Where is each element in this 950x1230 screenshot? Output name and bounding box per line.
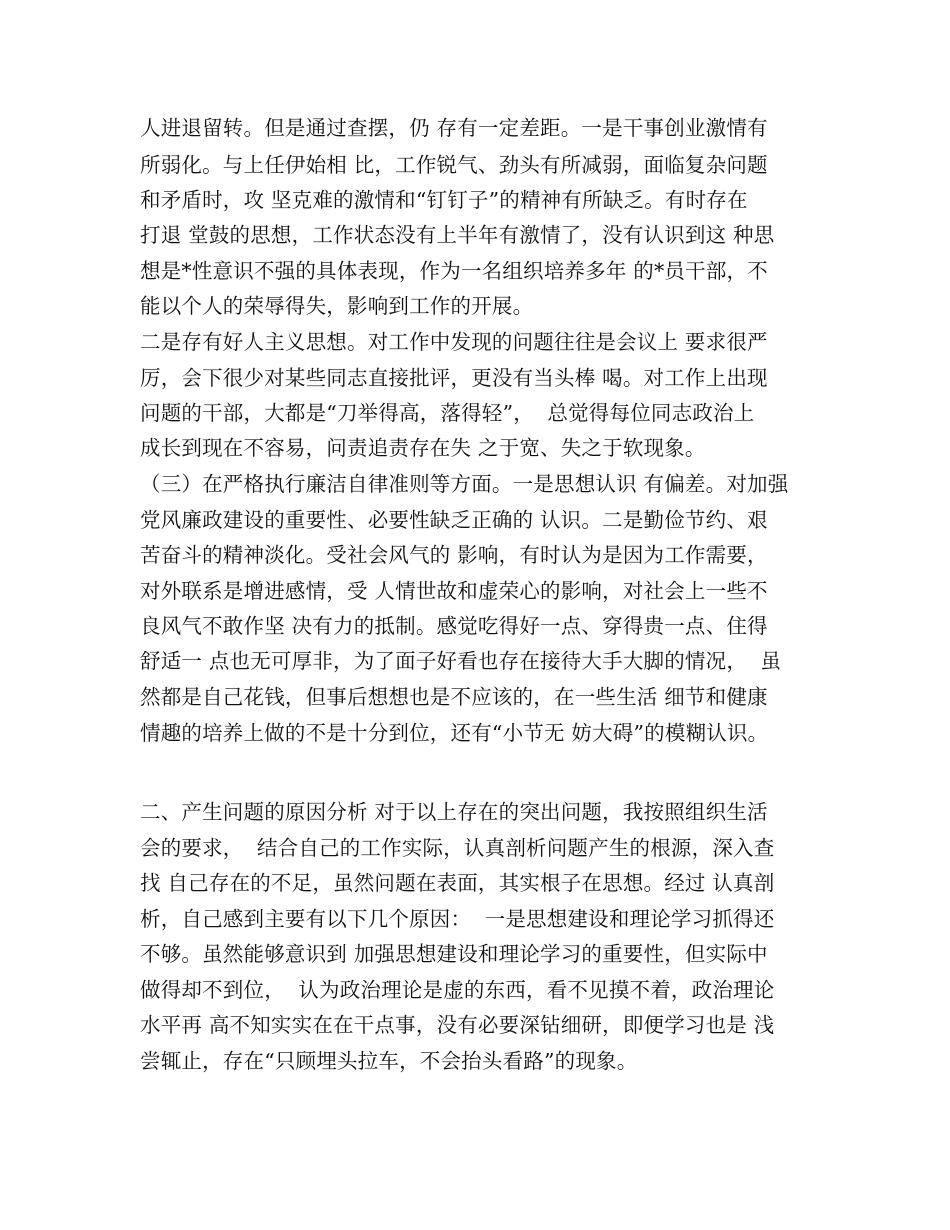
text-line: 苦奋斗的精神淡化。受社会风气的 影响，有时认为是因为工作需要， <box>140 543 768 567</box>
text-line: 对外联系是增进感情，受 人情世故和虚荣心的影响，对社会上一些不 <box>140 579 768 603</box>
text-line: 党风廉政建设的重要性、必要性缺乏正确的 认识。二是勤俭节约、艰 <box>140 508 768 532</box>
text-line: 和矛盾时，攻 坚克难的激情和“钉钉子”的精神有所缺乏。有时存在 <box>140 188 748 212</box>
text-line: 二、产生问题的原因分析 对于以上存在的突出问题，我按照组织生活 <box>140 800 768 824</box>
text-line: 水平再 高不知实实在在干点事，没有必要深钻细研，即便学习也是 浅 <box>140 1013 775 1037</box>
text-line: 不够。虽然能够意识到 加强思想建设和理论学习的重要性，但实际中 <box>140 942 768 966</box>
text-line: 然都是自己花钱，但事后想想也是不应该的，在一些生活 细节和健康 <box>140 685 768 709</box>
text-line: 尝辄止，存在“只顾埋头拉车，不会抬头看路”的现象。 <box>140 1049 638 1073</box>
text-line: 二是存有好人主义思想。对工作中发现的问题往往是会议上 要求很严 <box>140 330 768 354</box>
text-line: 找 自己存在的不足，虽然问题在表面，其实根子在思想。经过 认真剖 <box>140 871 775 895</box>
text-line: 舒适一 点也无可厚非，为了面子好看也存在接待大手大脚的情况， 虽 <box>140 649 782 673</box>
text-line: 会的要求， 结合自己的工作实际，认真剖析问题产生的根源，深入查 <box>140 836 775 860</box>
text-line: 人进退留转。但是通过查摆，仍 存有一定差距。一是干事创业激情有 <box>140 116 768 140</box>
text-line: 良风气不敢作坚 决有力的抵制。感觉吃得好一点、穿得贵一点、住得 <box>140 614 768 638</box>
text-line: 做得却不到位， 认为政治理论是虚的东西，看不见摸不着，政治理论 <box>140 978 775 1002</box>
text-line: 所弱化。与上任伊始相 比，工作锐气、劲头有所减弱，面临复杂问题 <box>140 153 768 177</box>
text-line: 析，自己感到主要有以下几个原因： 一是思想建设和理论学习抓得还 <box>140 907 775 931</box>
text-line: 问题的干部，大都是“刀举得高，落得轻”， 总觉得每位同志政治上 <box>140 401 755 425</box>
text-line: 能以个人的荣辱得失，影响到工作的开展。 <box>140 294 534 318</box>
text-line: 想是*性意识不强的具体表现，作为一名组织培养多年 的*员干部，不 <box>140 259 768 283</box>
text-line: （三）在严格执行廉洁自律准则等方面。一是思想认识 有偏差。对加强 <box>140 472 789 496</box>
text-line: 成长到现在不容易，问责追责存在失 之于宽、失之于软现象。 <box>140 436 706 460</box>
text-line: 情趣的培养上做的不是十分到位，还有“小节无 妨大碍”的模糊认识。 <box>140 721 769 745</box>
text-line: 打退 堂鼓的思想，工作状态没有上半年有激情了，没有认识到这 种思 <box>140 223 775 247</box>
text-line: 厉，会下很少对某些同志直接批评，更没有当头棒 喝。对工作上出现 <box>140 366 768 390</box>
